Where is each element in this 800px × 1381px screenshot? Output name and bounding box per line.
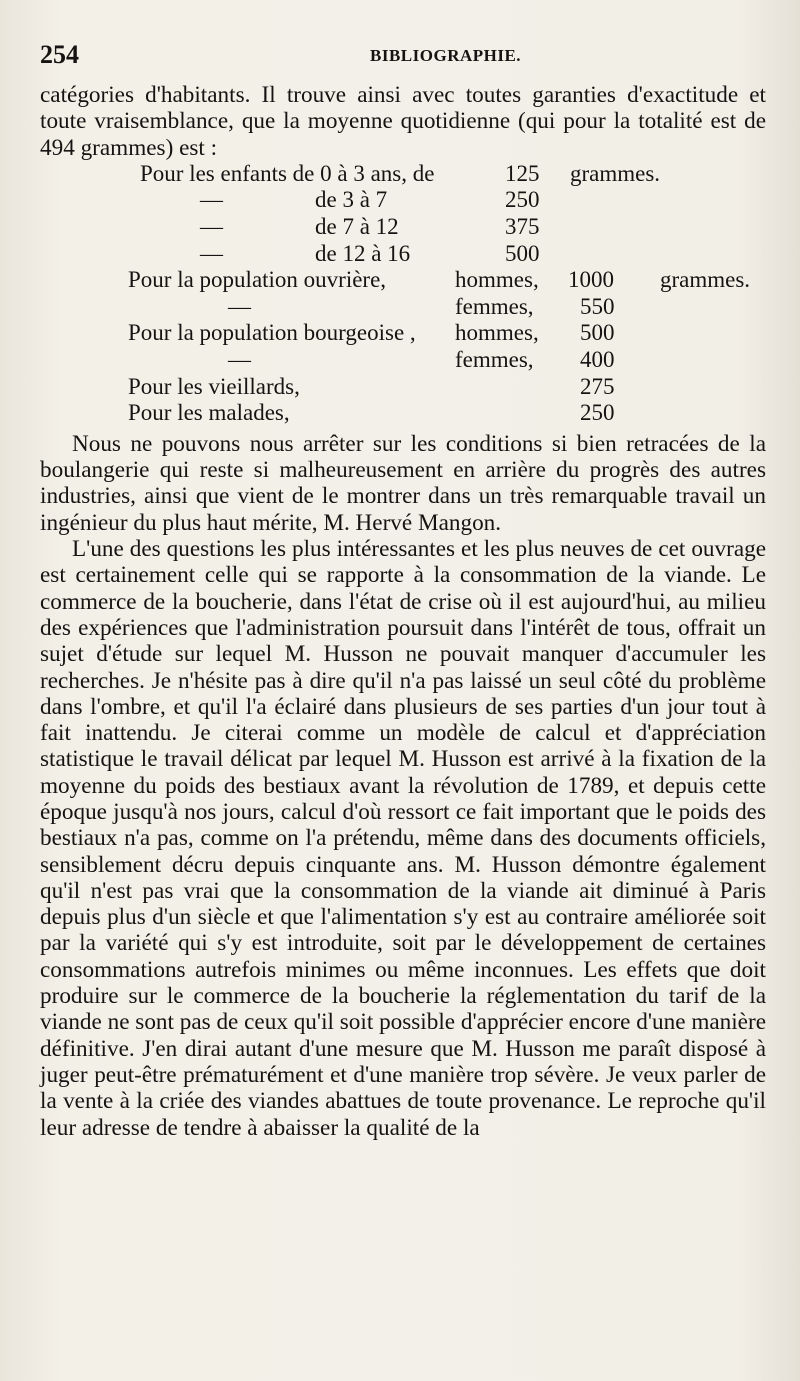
table-row [40,214,766,241]
workers-label: Pour la population ouvrière, [128,267,387,293]
sex-label: femmes, [455,347,534,373]
page-header [40,40,760,80]
sex-label: femmes, [455,293,534,319]
table-value: 125 [505,160,540,186]
children-label: Pour les enfants de 0 à 3 ans, de [140,160,435,186]
table-row [40,320,766,347]
table-value: 500 [505,240,540,266]
table-row [40,374,766,401]
bourgeois-label: Pour la population bourgeoise , [128,320,416,346]
table-row [40,347,766,374]
body-text [40,82,766,1141]
table-value: 500 [580,320,615,346]
table-value: 250 [505,187,540,213]
consumption-table [40,161,766,427]
ditto-dash: — [228,347,251,373]
table-row [40,161,766,188]
table-row [40,267,766,294]
sex-label: hommes, [455,267,539,293]
age-range: de 3 à 7 [315,187,388,213]
ditto-dash: — [200,214,223,240]
table-row [40,187,766,214]
age-range: de 12 à 16 [315,240,411,266]
table-value: 275 [580,373,615,399]
table-row [40,241,766,268]
ditto-dash: — [200,240,223,266]
table-row [40,294,766,321]
table-unit: grammes. [660,267,751,293]
paragraph-viande: L'une des questions les plus intéressantes et les plus neuves de cet ouvrage est certainement celle qui se rapporte à la consommation de la viande. Le commerce de la boucherie, dans l'état de crise où il est aujourd'hui, au milieu des expériences que l'administration poursuit dans l'intérêt de tous, offrait un sujet d'étude sur lequel M. Husson ne pouvait manquer d'accumuler les recherches. Je n'hésite pas à dire qu'il n'a pas laissé un seul côté du problème dans l'ombre, et qu'il l'a éclairé dans plusieurs de ses parties d'un jour tout à fait inattendu. Je citerai comme un modèle de calcul et d'appréciation statistique le travail délicat par lequel M. Husson est arrivé à la fixation de la moyenne du poids des bestiaux avant la révolution de 1789, et depuis cette époque jusqu'à nos jours, calcul d'où ressort ce fait important que le poids des bestiaux n'a pas, comme on l'a prétendu, même dans des documents officiels, sensiblement décru depuis cinquante ans. M. Husson démontre également qu'il n'est pas vrai que la consommation de la viande ait diminué à Paris depuis plus d'un siècle et que l'alimentation s'y est au contraire améliorée soit par la variété qui s'y est introduite, soit par le développement de certaines consommations autrefois minimes ou même inconnues. Les effets que doit produire sur le commerce de la boucherie la réglementation du tarif de la viande ne sont pas de ceux qu'il soit possible d'apprécier encore d'une manière définitive. J'en dirai autant d'une mesure que M. Husson me paraît disposé à juger peut-être prématurément et d'une manière trop sévère. Je veux parler de la vente à la criée des viandes abattues de toute provenance. Le reproche qu'il leur adresse de tendre à abaisser la qualité de la [40,536,766,1141]
table-value: 250 [580,400,615,426]
table-unit: grammes. [570,160,661,186]
ditto-dash: — [228,293,251,319]
sick-label: Pour les malades, [128,400,290,426]
paragraph-boulangerie: Nous ne pouvons nous arrêter sur les conditions si bien retracées de la boulangerie qui reste si malheureusement en arrière du progrès des autres industries, ainsi que vient de le montrer dans un très remarquable travail un ingénieur du plus haut mérite, M. Hervé Mangon. [40,430,766,536]
intro-paragraph: catégories d'habitants. Il trouve ainsi avec toutes garanties d'exactitude et toute vraisemblance, que la moyenne quotidienne (qui pour la totalité est de 494 grammes) est : [40,82,766,161]
running-title: BIBLIOGRAPHIE. [370,46,522,65]
table-value: 550 [580,293,615,319]
table-value: 1000 [568,267,614,293]
ditto-dash: — [200,187,223,213]
page-number: 254 [40,40,79,69]
table-value: 400 [580,347,615,373]
elderly-label: Pour les vieillards, [128,373,300,399]
age-range: de 7 à 12 [315,214,399,240]
sex-label: hommes, [455,320,539,346]
table-row [40,400,766,427]
table-value: 375 [505,214,540,240]
